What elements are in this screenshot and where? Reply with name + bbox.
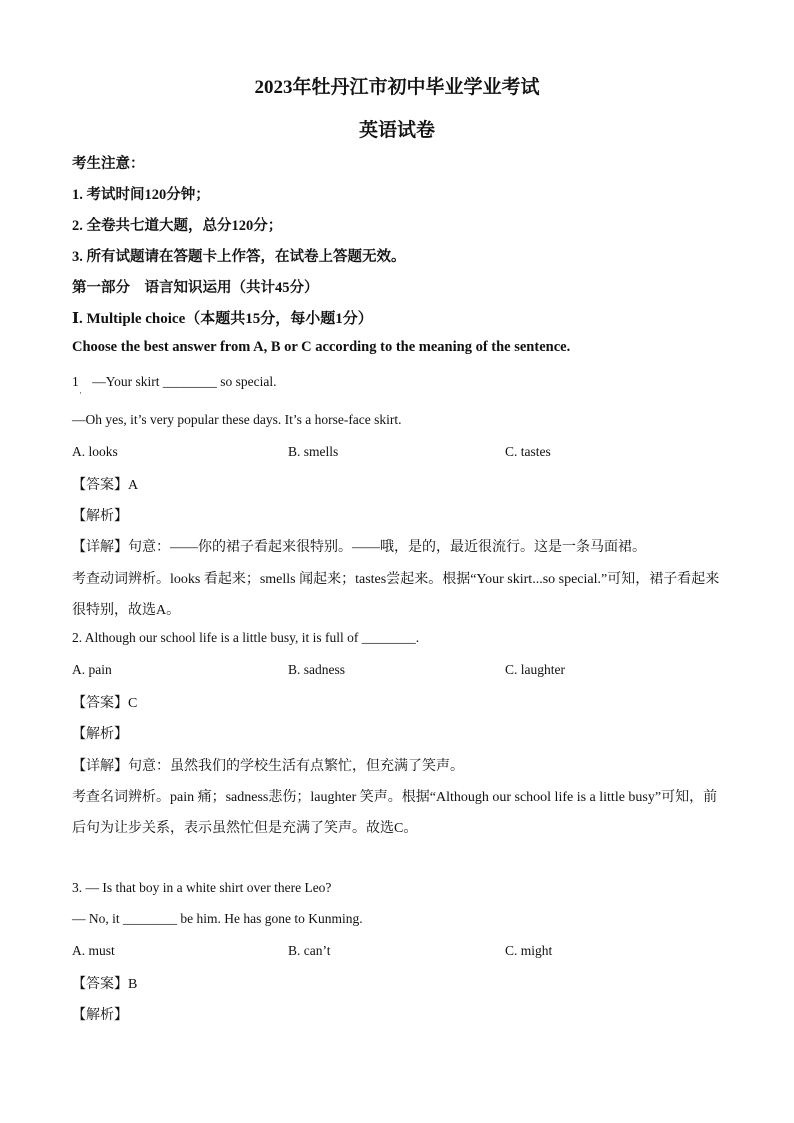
question-2-option-a: A. pain bbox=[72, 662, 112, 677]
question-2-detail-2: 考查名词辨析。pain 痛；sadness悲伤；laughter 笑声。根据“Although our school life is a little busy”可知，前 bbox=[72, 790, 718, 805]
question-2-answer: 【答案】C bbox=[72, 696, 138, 711]
section-title: Ⅰ. Multiple choice（本题共15分，每小题1分） bbox=[72, 311, 373, 327]
exam-subtitle: 英语试卷 bbox=[358, 120, 435, 141]
question-1-detail-1: 【详解】句意：——你的裙子看起来很特别。——哦，是的，最近很流行。这是一条马面裙。 bbox=[72, 540, 646, 555]
question-1-answer: 【答案】A bbox=[72, 478, 139, 493]
question-3-option-c: C. might bbox=[505, 943, 553, 958]
question-1-stem-2: —Oh yes, it’s very popular these days. It’s a horse-face skirt. bbox=[72, 412, 402, 427]
question-1-detail-3: 很特别，故选A。 bbox=[72, 603, 181, 618]
question-3-option-a: A. must bbox=[72, 943, 115, 958]
question-2-detail-1: 【详解】句意：虽然我们的学校生活有点繁忙，但充满了笑声。 bbox=[72, 759, 464, 774]
question-3-option-b: B. can’t bbox=[288, 943, 331, 958]
question-1-option-b: B. smells bbox=[288, 444, 339, 459]
question-2-detail-3: 后句为让步关系，表示虽然忙但是充满了笑声。故选C。 bbox=[72, 821, 418, 836]
section-instruction: Choose the best answer from A, B or C according to the meaning of the sentence. bbox=[72, 339, 571, 355]
notice-item-1: 1. 考试时间120分钟； bbox=[72, 187, 210, 203]
question-3-analysis-label: 【解析】 bbox=[72, 1008, 128, 1023]
notice-heading: 考生注意： bbox=[72, 156, 145, 172]
question-3-answer: 【答案】B bbox=[72, 977, 138, 992]
question-2-option-b: B. sadness bbox=[288, 662, 345, 677]
question-2-analysis-label: 【解析】 bbox=[72, 727, 128, 742]
question-1-stem: 1 —Your skirt ________ so special. bbox=[72, 374, 277, 389]
exam-title: 2023年牡丹江市初中毕业学业考试 bbox=[254, 77, 540, 98]
notice-item-2: 2. 全卷共七道大题，总分120分； bbox=[72, 218, 283, 234]
question-3-stem: 3. — Is that boy in a white shirt over there Leo? bbox=[72, 880, 332, 895]
question-2-option-c: C. laughter bbox=[505, 662, 565, 677]
question-1-detail-2: 考查动词辨析。looks 看起来；smells 闻起来；tastes尝起来。根据“Your skirt...so special.”可知，裙子看起来 bbox=[72, 572, 720, 587]
question-2-stem: 2. Although our school life is a little busy, it is full of ________. bbox=[72, 630, 420, 645]
question-1-dot: · bbox=[79, 388, 82, 398]
notice-item-3: 3. 所有试题请在答题卡上作答，在试卷上答题无效。 bbox=[72, 249, 406, 265]
question-3-stem-2: — No, it ________ be him. He has gone to Kunming. bbox=[72, 911, 363, 926]
question-1-option-c: C. tastes bbox=[505, 444, 551, 459]
question-1-option-a: A. looks bbox=[72, 444, 118, 459]
part-title: 第一部分 语言知识运用（共计45分） bbox=[72, 280, 319, 296]
question-1-analysis-label: 【解析】 bbox=[72, 509, 128, 524]
